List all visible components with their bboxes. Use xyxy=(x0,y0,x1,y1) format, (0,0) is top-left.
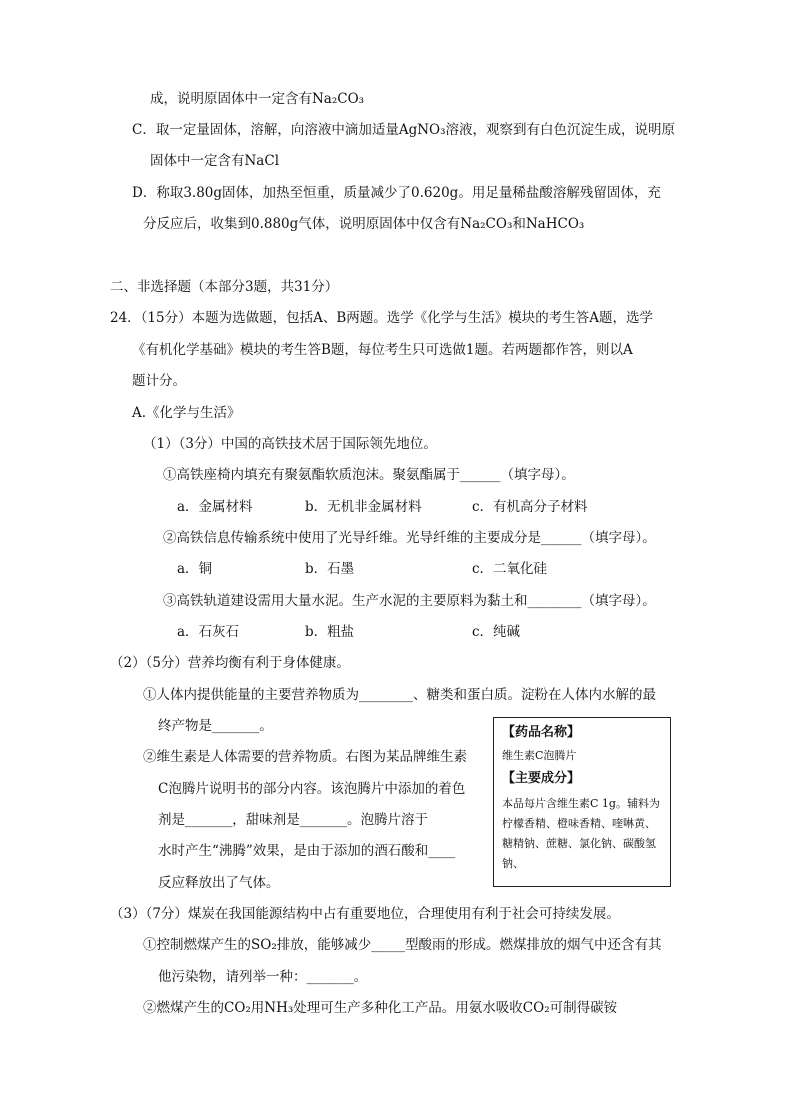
option-c-line1: C．取一定量固体，溶解，向溶液中滴加适量AgNO₃溶液，观察到有白色沉淀生成，说明原 xyxy=(132,122,676,138)
choice-1-3-c: c．纯碱 xyxy=(472,624,521,640)
medicine-name-header: 【药品名称】 xyxy=(502,725,581,740)
option-d-line1: D．称取3.80g固体，加热至恒重，质量减少了0.620g。用足量稀盐酸溶解残留固体，充 xyxy=(132,185,661,201)
subquestion-2: （2）（5分）营养均衡有利于身体健康。 xyxy=(110,655,350,671)
medicine-name-value: 维生素C泡腾片 xyxy=(502,749,577,762)
subquestion-2-1-line1: ①人体内提供能量的主要营养物质为________、糖类和蛋白质。淀粉在人体内水解的最 xyxy=(143,687,656,703)
ingredients-header: 【主要成分】 xyxy=(502,771,581,786)
question-24-line2: 《有机化学基础》模块的考生答B题，每位考生只可选做1题。若两题都作答，则以A xyxy=(132,342,633,358)
choice-1-1-b: b．无机非金属材料 xyxy=(305,499,422,515)
choice-1-2-c: c．二氧化硅 xyxy=(472,561,548,577)
subquestion-1-1: ①高铁座椅内填充有聚氨酯软质泡沫。聚氨酯属于______（填字母）。 xyxy=(163,467,575,483)
ingredients-text: 本品每片含维生素C 1g。辅料为柠檬香精、橙味香精、喹啉黄、糖精钠、蔗糖、氯化钠、碳酸氢钠、 xyxy=(502,797,660,870)
choice-1-1-a: a．金属材料 xyxy=(177,499,253,515)
medicine-label-box xyxy=(493,717,671,887)
subquestion-2-2-line3: 剂是_______，甜味剂是_______。泡腾片溶于 xyxy=(158,812,428,828)
subquestion-2-2-line5: 反应释放出了气体。 xyxy=(158,875,280,891)
choice-1-3-b: b．粗盐 xyxy=(305,624,355,640)
subquestion-3: （3）（7分）煤炭在我国能源结构中占有重要地位，合理使用有利于社会可持续发展。 xyxy=(110,906,620,922)
choice-1-1-c: c．有机高分子材料 xyxy=(472,499,588,515)
choice-1-3-a: a．石灰石 xyxy=(177,624,240,640)
option-b-continuation: 成，说明原固体中一定含有Na₂CO₃ xyxy=(150,91,365,107)
part-a-heading: A.《化学与生活》 xyxy=(132,405,241,421)
option-c-line2: 固体中一定含有NaCl xyxy=(150,153,280,169)
choice-1-2-a: a．铜 xyxy=(177,561,213,577)
choice-1-2-b: b．石墨 xyxy=(305,561,355,577)
subquestion-1-3: ③高铁轨道建设需用大量水泥。生产水泥的主要原料为黏土和________（填字母）。 xyxy=(163,593,656,609)
subquestion-2-1-line2: 终产物是_______。 xyxy=(158,718,273,734)
subquestion-2-2-line2: C泡腾片说明书的部分内容。该泡腾片中添加的着色 xyxy=(158,781,466,797)
subquestion-3-1-line2: 他污染物，请列举一种：_______。 xyxy=(158,969,368,985)
subquestion-2-2-line1: ②维生素是人体需要的营养物质。右图为某品牌维生素 xyxy=(143,749,467,765)
subquestion-3-1-line1: ①控制燃煤产生的SO₂排放，能够减少_____型酸雨的形成。燃煤排放的烟气中还含有其 xyxy=(143,937,662,953)
subquestion-1: （1）（3分）中国的高铁技术居于国际领先地位。 xyxy=(143,436,437,452)
subquestion-3-2-line1: ②燃煤产生的CO₂用NH₃处理可生产多种化工产品。用氨水吸收CO₂可制得碳铵 xyxy=(143,1000,618,1016)
question-24-line3: 题计分。 xyxy=(132,373,186,389)
subquestion-1-2: ②高铁信息传输系统中使用了光导纤维。光导纤维的主要成分是______（填字母）。 xyxy=(163,530,656,546)
option-d-line2: 分反应后，收集到0.880g气体，说明原固体中仅含有Na₂CO₃和NaHCO₃ xyxy=(143,216,585,232)
question-24-line1: 24．（15分）本题为选做题，包括A、B两题。选学《化学与生活》模块的考生答A题，选学 xyxy=(110,310,654,326)
subquestion-2-2-line4: 水时产生“沸腾”效果，是由于添加的酒石酸和____ xyxy=(158,843,456,859)
section-heading: 二、非选择题（本部分3题，共31分） xyxy=(110,279,339,295)
